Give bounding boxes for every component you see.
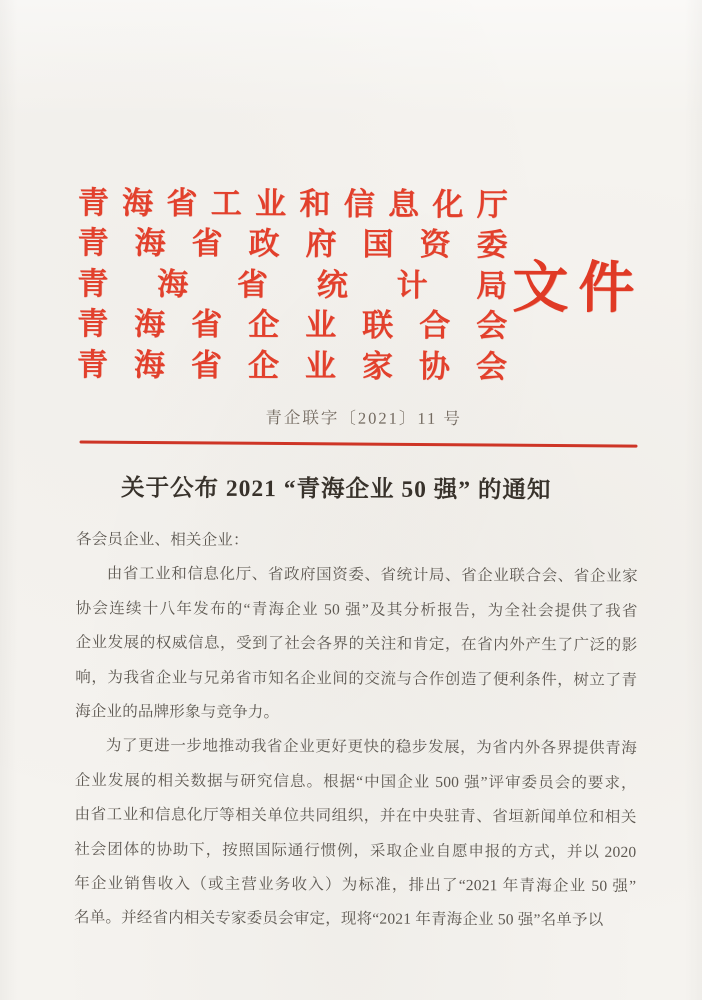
body-line: 协会连续十八年发布的“青海企业 50 强”及其分析报告，为全社会提供了我省 xyxy=(75,599,638,620)
body-line: 社会团体的协助下，按照国际通行惯例，采取企业自愿申报的方式，并以 2020 xyxy=(74,840,637,861)
body-line: 响，为我省企业与兄弟省市知名企业间的交流与合作创造了便利条件，树立了青 xyxy=(75,668,638,689)
body-line: 名单。并经省内相关专家委员会审定，现将“2021 年青海企业 50 强”名单予以 xyxy=(73,909,604,930)
red-divider-line xyxy=(80,441,638,448)
agency-name-sasac: 青海省政府国资委 xyxy=(77,225,508,263)
document-label-wenjian: 文件 xyxy=(512,257,645,321)
body-line: 企业发展的相关数据与研究信息。根据“中国企业 500 强”评审委员会的要求， xyxy=(74,771,637,792)
body-line: 企业发展的权威信息，受到了社会各界的关注和肯定，在省内外产生了广泛的影 xyxy=(75,634,638,655)
document-body xyxy=(74,523,638,939)
body-line: 为了更进一步地推动我省企业更好更快的稳步发展，为省内外各界提供青海 xyxy=(105,737,637,758)
salutation-line: 各会员企业、相关企业： xyxy=(75,531,249,549)
body-line: 海企业的品牌形象与竞争力。 xyxy=(75,703,280,722)
letterhead xyxy=(77,183,508,387)
body-line: 由省工业和信息化厅等相关单位共同组织，并在中央驻青、省垣新闻单位和相关 xyxy=(74,806,637,827)
document-reference-number: 青企联字〔2021〕11 号 xyxy=(265,408,462,429)
agency-name-statistics-bureau: 青海省统计局 xyxy=(77,265,508,304)
body-line: 由省工业和信息化厅、省政府国资委、省统计局、省企业联合会、省企业家 xyxy=(106,565,638,586)
agency-name-industry-it-dept: 青海省工业和信息化厅 xyxy=(77,185,508,223)
agency-name-enterprise-confederation: 青海省企业联合会 xyxy=(77,306,508,344)
body-line: 年企业销售收入（或主营业务收入）为标准，排出了“2021 年青海企业 50 强” xyxy=(74,874,637,895)
document-title: 关于公布 2021 “青海企业 50 强” 的通知 xyxy=(121,475,552,504)
agency-name-entrepreneurs-association: 青海省企业家协会 xyxy=(76,346,508,384)
